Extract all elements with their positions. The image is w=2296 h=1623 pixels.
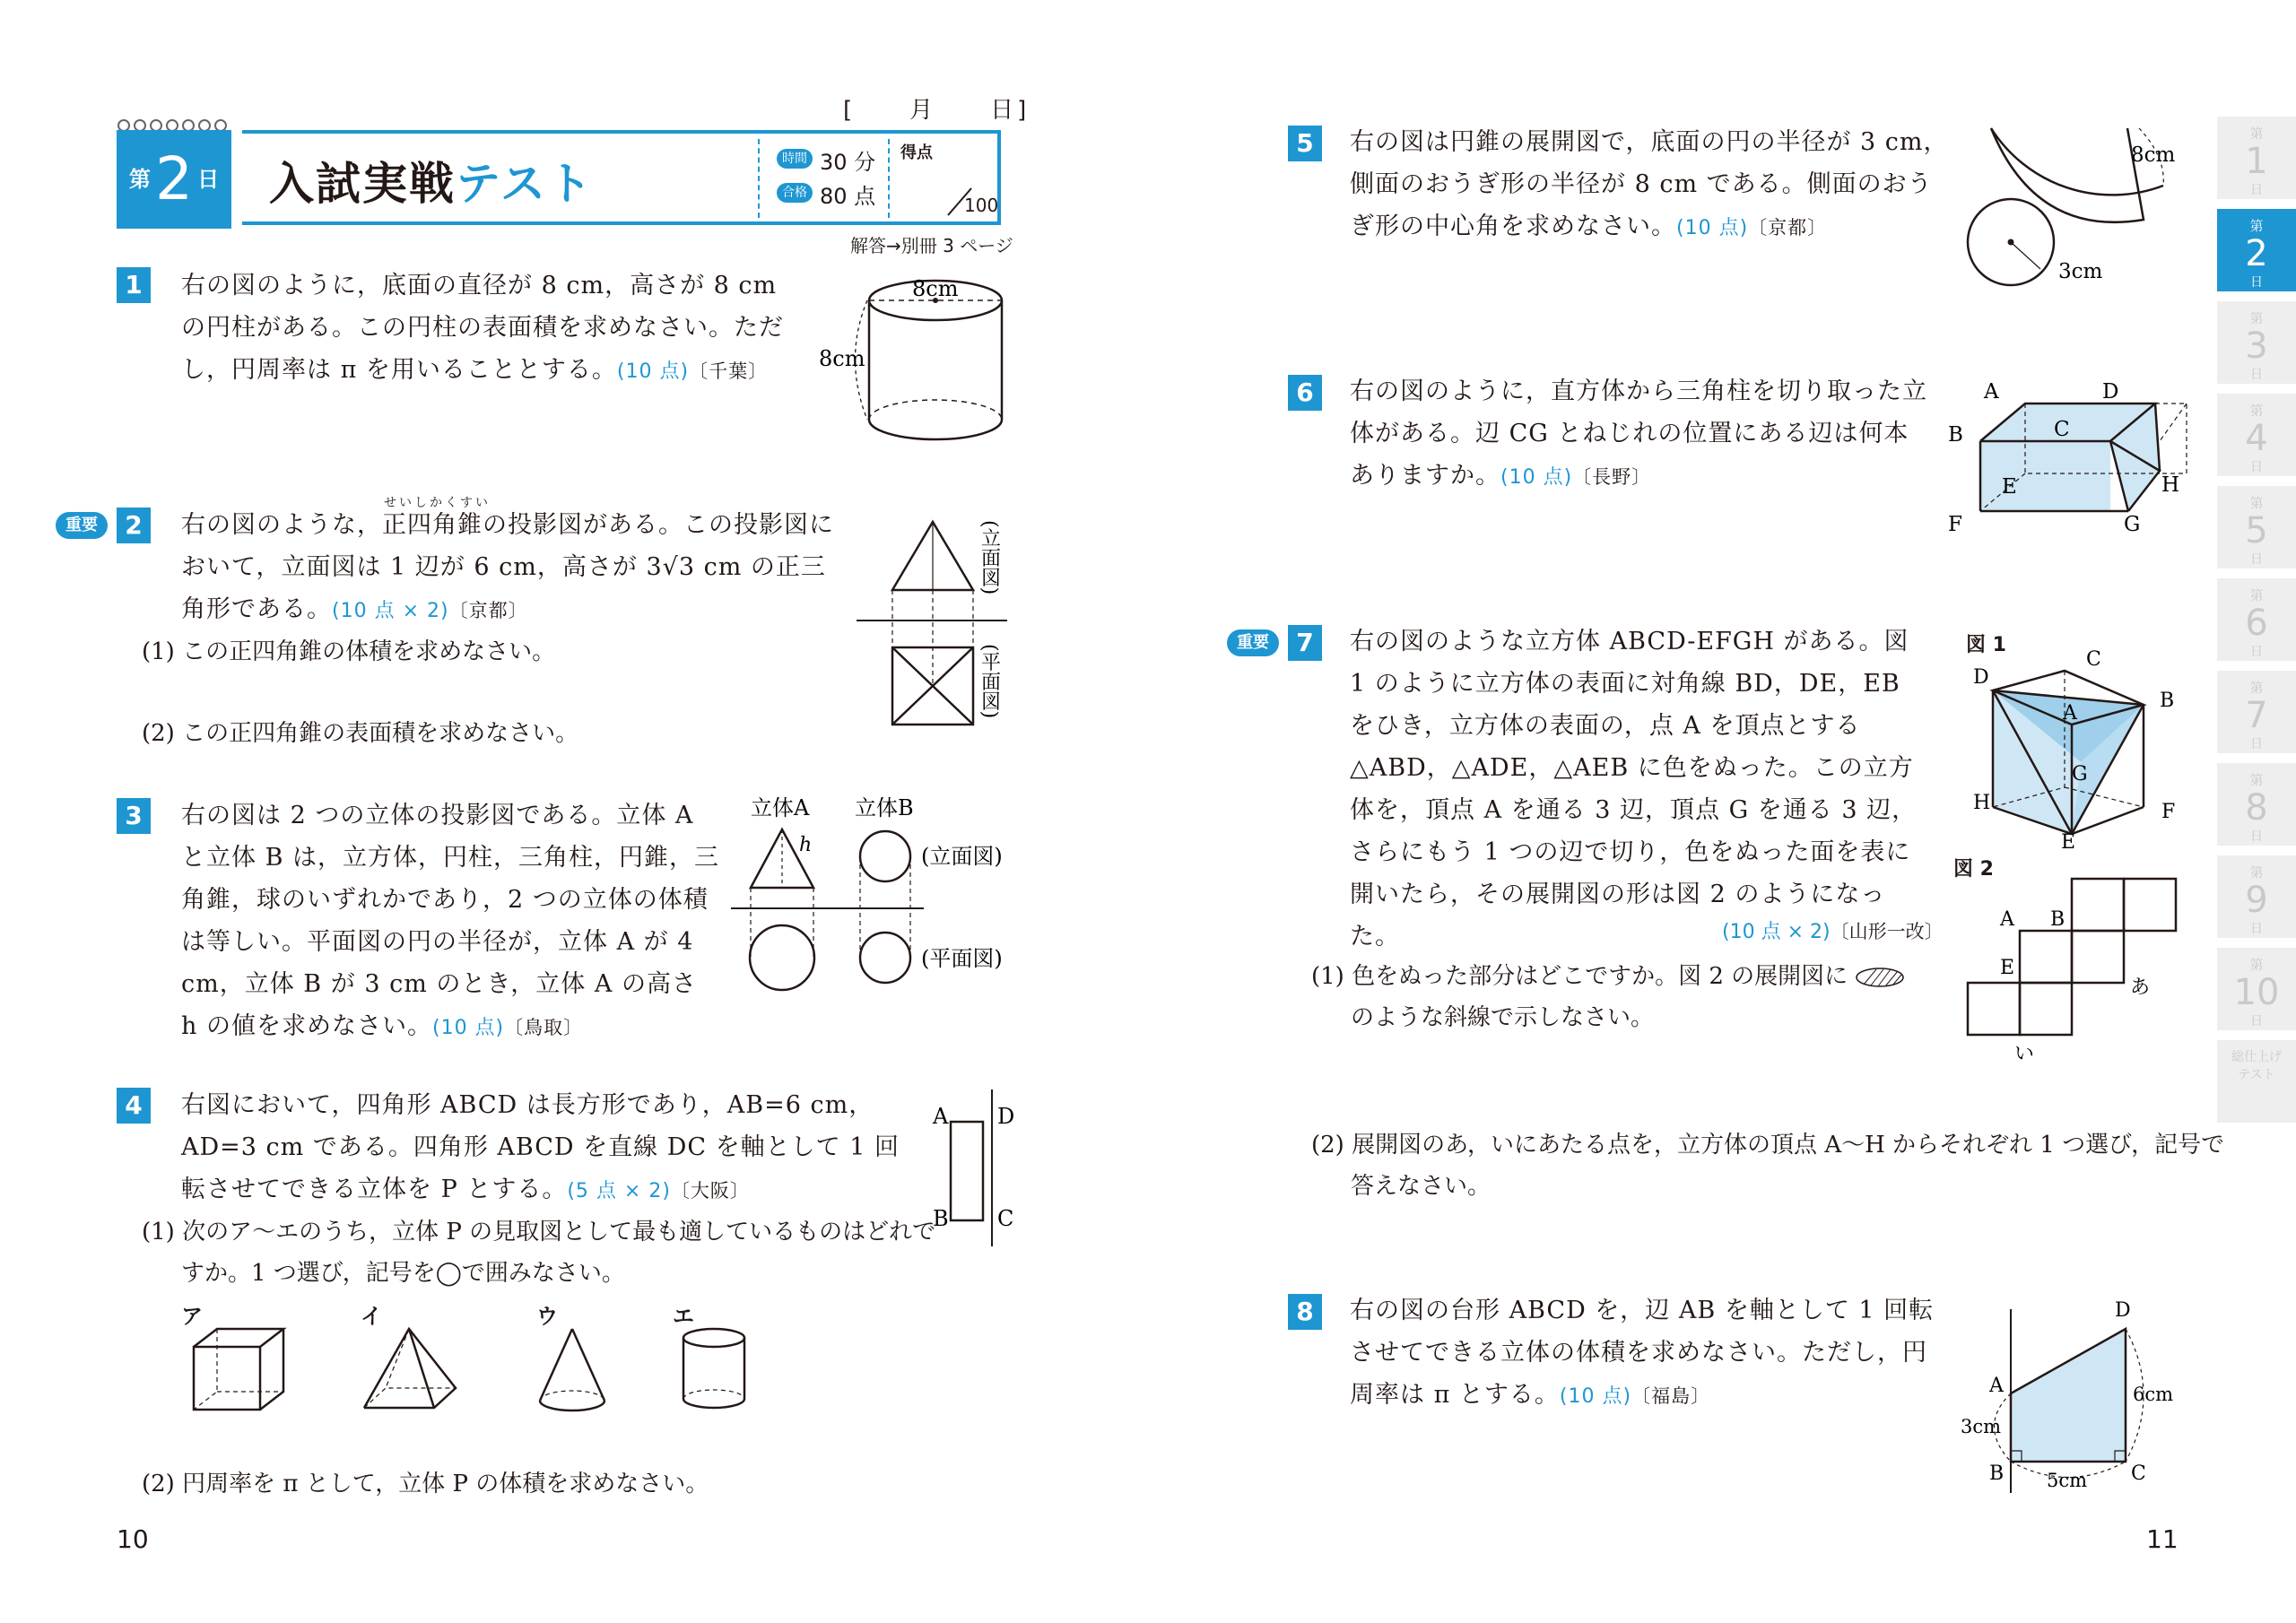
question-number-1: 1 [117,267,151,303]
score-max: 100 [964,195,999,216]
rect-label-b: B [933,1206,949,1231]
question-3-body: 右の図は 2 つの立体の投影図である。立体 A と立体 B は，立方体，円柱，三角柱，円錐，三角錐，球のいずれかであり，2 つの立体の体積は等しい。平面図の円の半径が，立体 A が 4 cm，立体 B が 3 cm のとき，立体 A の高さ h の値を求めなさい。 [181,802,720,1040]
cube1-a: A [2063,702,2077,725]
net-point-i: い [2014,1043,2035,1065]
day-tab-t2: 10 [2233,972,2280,1013]
choice-i-label[interactable]: イ [361,1304,382,1329]
question-8-body: 右の図の台形 ABCD を，辺 AB を軸として 1 回転させてできる立体の体積を求めなさい。ただし，円周率は π とする。 [1350,1297,1935,1409]
cuboid-e: E [2002,475,2017,499]
day-tab-t2: 9 [2245,880,2268,921]
rect-label-a: A [933,1104,949,1129]
net-a: A [2000,908,2014,931]
title-blue: テスト [456,158,594,210]
day-tab-4[interactable] [2217,394,2296,476]
cuboid-g: G [2124,513,2141,536]
day-tab-6[interactable] [2217,578,2296,661]
cylinder-height-label: 8cm [819,346,865,371]
pyramid-projection-figure [857,511,1018,735]
question-8-points: (10 点) [1559,1385,1632,1408]
day-tab-7[interactable] [2217,671,2296,753]
day-tab-t3: 日 [2250,645,2263,659]
question-4-text [181,1084,917,1212]
day-tab-t1: 第 [2249,680,2264,696]
question-7-body: 右の図のような立方体 ABCD-EFGH がある。図 1 のように立方体の表面に対角線 BD，DE，EB をひき，立方体の表面の，点 A を頂点とする △ABD，△ADE，△AEB に色をぬった。この立方体を，頂点 A を通る 3 辺，頂点 G を通る 3 辺，さらにもう 1 つの辺で切り，色をぬった面を表に開いたら，その展開図の形は図 2 のようになった。 [1350,628,1918,950]
question-3-text [181,794,719,1049]
day-number: 2 [155,144,193,213]
score-divider [888,139,890,218]
question-8-text [1350,1289,1942,1418]
cube1-g: G [2072,763,2088,785]
question-5-text [1350,121,1951,249]
choice-pyramid-icon[interactable] [359,1325,459,1415]
choice-cube-icon[interactable] [190,1325,291,1415]
sector-radius-label: 8cm [2131,143,2176,167]
trap-c: C [2131,1462,2146,1485]
trap-d: D [2115,1299,2131,1322]
title-black: 入試実戦 [269,158,456,210]
cone-net-figure [1964,121,2176,300]
question-3-source: 〔鳥取〕 [504,1017,584,1038]
answer-ref: 解答→別冊 3 ページ [850,235,1013,256]
cuboid-f: F [1948,513,1962,536]
cube1-e: E [2061,831,2076,854]
figure-2-label: 図 2 [1953,858,1994,881]
day-tab-1[interactable] [2217,117,2296,199]
question-2-sub-1: (1) この正四角錐の体積を求めなさい。 [142,638,556,665]
question-number-7: 7 [1288,625,1322,661]
solids-elevation-label: (立面図) [921,844,1003,869]
day-tab-10[interactable] [2217,948,2296,1030]
day-tab-t3: 日 [2250,460,2263,474]
question-2-body: 右の図のような，正四角錐の投影図がある。この投影図において，立面図は 1 辺が 6 cm，高さが 3√3 cm の正三角形である。 [181,511,834,623]
question-number-5: 5 [1288,126,1322,161]
trapezoid-figure [1955,1291,2174,1497]
day-tab-9[interactable] [2217,855,2296,938]
day-tab-t3: 日 [2250,1014,2263,1028]
day-tab-5[interactable] [2217,486,2296,568]
day-tab-t1: 第 [2249,495,2264,511]
question-1-text [181,265,809,393]
question-number-6: 6 [1288,375,1322,411]
question-5-source: 〔京都〕 [1748,217,1828,239]
question-2-ruby: せいしかくすい [384,496,491,510]
question-7-sub-1 [1311,956,1939,1038]
day-tab-t1: 第 [2249,403,2264,419]
question-1-points: (10 点) [616,360,690,383]
question-7-sub-2: (2) 展開図のあ，いにあたる点を，立方体の頂点 A～H からそれぞれ 1 つ選び，記号で答えなさい。 [1311,1132,2225,1200]
day-tab-2[interactable] [2217,209,2296,291]
question-5-body: 右の図は円錐の展開図で，底面の円の半径が 3 cm，側面のおうぎ形の半径が 8 cm である。側面のおうぎ形の中心角を求めなさい。 [1350,128,1949,240]
question-number-3: 3 [117,798,151,834]
trap-ab-label: 3cm [1961,1416,2002,1437]
day-tab-11[interactable] [2217,1040,2296,1123]
question-2-points: (10 点 × 2) [332,600,449,622]
day-tab-t3: 日 [2250,368,2263,382]
day-tab-t1: 総仕上げ [2231,1050,2282,1064]
question-7-meta [1722,916,1944,944]
day-tab-t2: 1 [2245,141,2268,182]
cube1-d: D [1973,666,1989,689]
question-7-source: 〔山形一改〕 [1830,921,1944,942]
rect-label-d: D [997,1104,1015,1129]
figure-1-label: 図 1 [1966,634,2006,656]
cuboid-d: D [2102,380,2119,404]
day-tab-t3: 日 [2250,829,2263,844]
title-divider [758,139,760,218]
question-6-body: 右の図のように，直方体から三角柱を切り取った立体がある。辺 CG とねじれの位置にある辺は何本ありますか。 [1350,378,1927,490]
question-number-2: 2 [117,508,151,543]
day-prefix: 第 [128,167,151,192]
net-e: E [2000,957,2015,979]
important-badge-2: 重要 [56,512,108,539]
day-tab-t3: 日 [2250,552,2263,567]
page-number-right: 11 [2146,1524,2179,1554]
score-label: 得点 [900,143,933,162]
question-3-points: (10 点) [431,1017,505,1039]
question-4-sub-1: (1) 次のア～エのうち，立体 P の見取図として最も適しているものはどれですか。1 つ選び，記号を◯で囲みなさい。 [142,1219,936,1287]
cuboid-c: C [2054,418,2070,441]
important-badge-7: 重要 [1227,629,1279,656]
cube1-f: F [2161,801,2176,823]
day-tab-t2: 5 [2245,510,2268,551]
time-badge: 時間 [777,149,813,169]
question-6-points: (10 点) [1500,466,1573,489]
rect-label-c: C [997,1206,1014,1231]
day-badge [117,130,231,229]
day-tab-t2: 3 [2245,325,2268,367]
cut-cuboid-figure [1944,377,2187,538]
base-radius-label: 3cm [2058,260,2103,283]
choice-cylinder-icon[interactable] [678,1325,750,1415]
choice-cone-icon[interactable] [535,1325,610,1415]
question-7-points: (10 点 × 2) [1722,921,1831,943]
cuboid-b: B [1948,423,1963,447]
day-tab-t1: 第 [2249,772,2264,788]
page-number-left: 10 [117,1524,149,1554]
question-6-source: 〔長野〕 [1572,466,1652,488]
pyramid-elevation-label: (立面図) [978,520,1001,595]
question-8-source: 〔福島〕 [1631,1385,1711,1407]
solids-plan-label: (平面図) [921,946,1003,971]
cuboid-h: H [2161,473,2180,497]
day-suffix: 日 [197,167,220,192]
pyramid-plan-label: (平面図) [978,644,1001,719]
question-2-text [181,504,845,632]
page-title [269,148,594,213]
choice-e-label[interactable]: エ [673,1304,694,1329]
cube1-b: B [2160,690,2175,712]
net-point-a: あ [2130,976,2151,999]
day-tab-t3: 日 [2250,922,2263,936]
day-tab-t2: 6 [2245,603,2268,644]
question-5-points: (10 点) [1676,217,1749,239]
pass-value: 80 点 [820,184,876,209]
solid-a-label: 立体A [751,795,810,820]
trap-b: B [1989,1462,2005,1485]
choice-u-label[interactable]: ウ [536,1304,558,1329]
date-field: [ 月 日] [843,97,1031,124]
hatch-sample-icon [1855,967,1905,988]
question-1-source: 〔千葉〕 [689,360,769,382]
question-4-sub-2: (2) 円周率を π として，立体 P の体積を求めなさい。 [142,1471,709,1497]
cube-figure-1 [1973,647,2188,854]
solids-projection-figure [731,794,1018,991]
time-value: 30 分 [820,150,876,175]
day-tab-8[interactable] [2217,763,2296,846]
question-4-source: 〔大阪〕 [670,1180,750,1202]
question-number-4: 4 [117,1088,151,1124]
question-4-points: (5 点 × 2) [567,1180,671,1202]
question-6-text [1350,370,1933,499]
question-7-sub-1b: のような斜線で示しなさい。 [1351,1004,1655,1031]
rectangle-figure [924,1089,1022,1255]
day-tab-t1: 第 [2249,310,2264,326]
day-tab-t2: 4 [2245,418,2268,459]
day-tab-t1: 第 [2249,957,2264,973]
pass-badge: 合格 [777,183,813,203]
solid-b-label: 立体B [855,795,914,820]
day-tab-t3: 日 [2250,275,2263,290]
question-7-text [1350,621,1933,958]
cube1-h: H [1973,792,1991,814]
question-4-body: 右図において，四角形 ABCD は長方形であり，AB=6 cm，AD=3 cm である。四角形 ABCD を直線 DC を軸として 1 回転させてできる立体を P とする。 [181,1091,900,1203]
day-tab-t3: 日 [2250,183,2263,197]
question-7-sub-1a: (1) 色をぬった部分はどこですか。図 2 の展開図に [1311,963,1848,990]
day-tab-t1: 第 [2249,126,2264,142]
trap-bc-label: 5cm [2047,1470,2088,1491]
day-tab-t1: 第 [2249,864,2264,881]
choice-a-label[interactable]: ア [181,1304,203,1329]
question-2-source: 〔京都〕 [448,600,528,621]
trap-a: A [1989,1375,2004,1397]
question-1-body: 右の図のように，底面の直径が 8 cm，高さが 8 cm の円柱がある。この円柱の表面積を求めなさい。ただし，円周率は π を用いることとする。 [181,272,784,384]
day-tab-t3: テスト [2238,1068,2275,1082]
cube-net-figure-2 [1955,870,2179,1067]
day-tab-t2: 2 [2245,233,2268,274]
cuboid-a: A [1984,380,1999,404]
day-tab-t2: 8 [2245,787,2268,829]
question-2-sub-2: (2) この正四角錐の表面積を求めなさい。 [142,720,579,747]
trap-cd-label: 6cm [2133,1384,2174,1405]
height-h-label: h [799,834,813,856]
question-number-8: 8 [1288,1294,1322,1330]
cylinder-figure [812,269,1027,462]
day-tab-3[interactable] [2217,301,2296,384]
net-b: B [2050,908,2066,931]
title-underline [242,221,1001,225]
cube1-c: C [2086,648,2101,671]
day-tab-t1: 第 [2249,587,2264,603]
day-tab-t2: 7 [2245,695,2268,736]
day-tab-t1: 第 [2249,218,2264,234]
cylinder-diameter-label: 8cm [912,276,959,301]
day-tab-t3: 日 [2250,737,2263,751]
